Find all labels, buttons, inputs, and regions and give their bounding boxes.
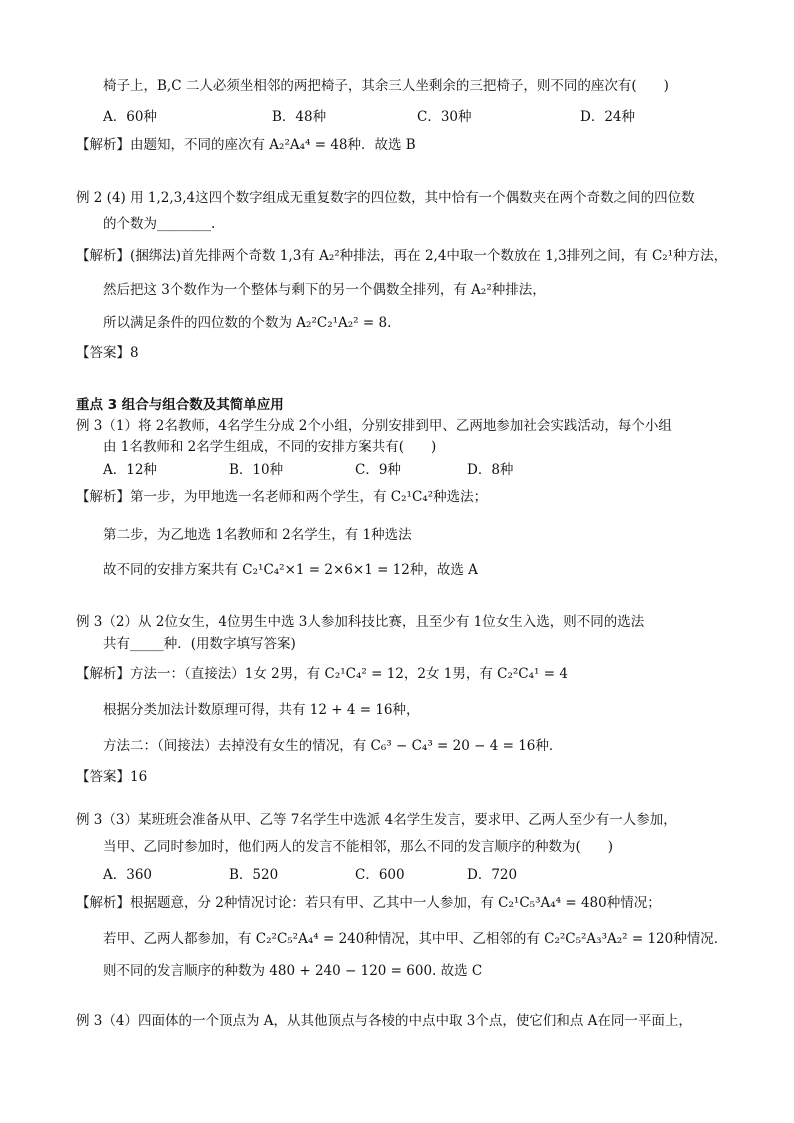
option-b: B．520 bbox=[229, 867, 279, 883]
text-line-6: 然后把这 3个数作为一个整体与剩下的另一个偶数全排列，有 A₂²种排法， bbox=[103, 282, 546, 298]
text-line-13: 故不同的安排方案共有 C₂¹C₄²×1 = 2×6×1 = 12种，故选 A bbox=[103, 562, 478, 578]
text-line-3: 例 2 (4) 用 1,2,3,4这四个数字组成无重复数字的四位数，其中恰有一个偶数夹在两个奇数之间的四位数 bbox=[76, 190, 695, 206]
text-line-1: 椅子上，B,C 二人必须坐相邻的两把椅子，其余三人坐剩余的三把椅子，则不同的座次有( ) bbox=[103, 78, 669, 94]
option-d: D．24种 bbox=[580, 109, 636, 125]
text-line-23: 若甲、乙两人都参加，有 C₂²C₅²A₄⁴ = 240种情况，其中甲、乙相邻的有 C₂²C₅²A₃³A₂² = 120种情况． bbox=[103, 931, 728, 947]
option-d: D．8种 bbox=[467, 462, 514, 478]
option-a: A．12种 bbox=[103, 462, 157, 478]
text-line-11: 【解析】第一步，为甲地选一名老师和两个学生，有 C₂¹C₄²种选法； bbox=[76, 489, 488, 505]
option-c: C．9种 bbox=[355, 462, 401, 478]
text-line-19: 【答案】16 bbox=[76, 769, 148, 785]
text-line-22: 【解析】根据题意，分 2种情况讨论：若只有甲、乙其中一人参加，有 C₂¹C₅³A₄⁴ = 480种情况； bbox=[76, 895, 661, 911]
text-line-7: 所以满足条件的四位数的个数为 A₂²C₂¹A₂² = 8. bbox=[103, 315, 392, 331]
option-c: C．30种 bbox=[417, 109, 472, 125]
text-line-24: 则不同的发言顺序的种数为 480 + 240 − 120 = 600. 故选 C bbox=[103, 963, 483, 979]
text-line-17: 根据分类加法计数原理可得，共有 12 + 4 = 16种， bbox=[103, 702, 420, 718]
option-a: A．360 bbox=[103, 867, 153, 883]
text-line-2: 【解析】由题知，不同的座次有 A₂²A₄⁴ = 48种．故选 B bbox=[76, 137, 416, 153]
option-b: B．48种 bbox=[272, 109, 327, 125]
text-line-20: 例 3（3）某班班会准备从甲、乙等 7名学生中选派 4名学生发言，要求甲、乙两人至少有一人参加， bbox=[76, 812, 677, 828]
text-line-16: 【解析】方法一：（直接法）1女 2男，有 C₂¹C₄² = 12，2女 1男，有 C₂²C₄¹ = 4 bbox=[76, 666, 568, 682]
text-line-4: 的个数为________. bbox=[103, 216, 216, 232]
text-line-8: 【答案】8 bbox=[76, 345, 139, 361]
text-line-15: 共有_____种．(用数字填写答案) bbox=[103, 636, 296, 652]
text-line-12: 第二步，为乙地选 1名教师和 2名学生，有 1种选法 bbox=[103, 527, 412, 543]
option-c: C．600 bbox=[355, 867, 405, 883]
text-line-10: 由 1名教师和 2名学生组成，不同的安排方案共有( ) bbox=[103, 439, 437, 455]
text-line-18: 方法二：（间接法）去掉没有女生的情况，有 C₆³ − C₄³ = 20 − 4 = 16种． bbox=[103, 738, 563, 754]
option-a: A．60种 bbox=[103, 109, 157, 125]
section-heading: 重点 3 组合与组合数及其简单应用 bbox=[76, 397, 284, 413]
option-b: B．10种 bbox=[229, 462, 284, 478]
text-line-25: 例 3（4）四面体的一个顶点为 A，从其他顶点与各棱的中点中取 3个点，使它们和点 A在同一平面上， bbox=[76, 1013, 692, 1029]
text-line-9: 例 3（1）将 2名教师，4名学生分成 2个小组，分别安排到甲、乙两地参加社会实践活动，每个小组 bbox=[76, 418, 672, 434]
text-line-5: 【解析】(捆绑法)首先排两个奇数 1,3有 A₂²种排法，再在 2,4中取一个数放在 1,3排列之间，有 C₂¹种方法， bbox=[76, 248, 728, 264]
text-line-14: 例 3（2）从 2位女生，4位男生中选 3人参加科技比赛，且至少有 1位女生入选，则不同的选法 bbox=[76, 614, 645, 630]
option-d: D．720 bbox=[467, 867, 518, 883]
text-line-21: 当甲、乙同时参加时，他们两人的发言不能相邻，那么不同的发言顺序的种数为( ) bbox=[103, 839, 614, 855]
